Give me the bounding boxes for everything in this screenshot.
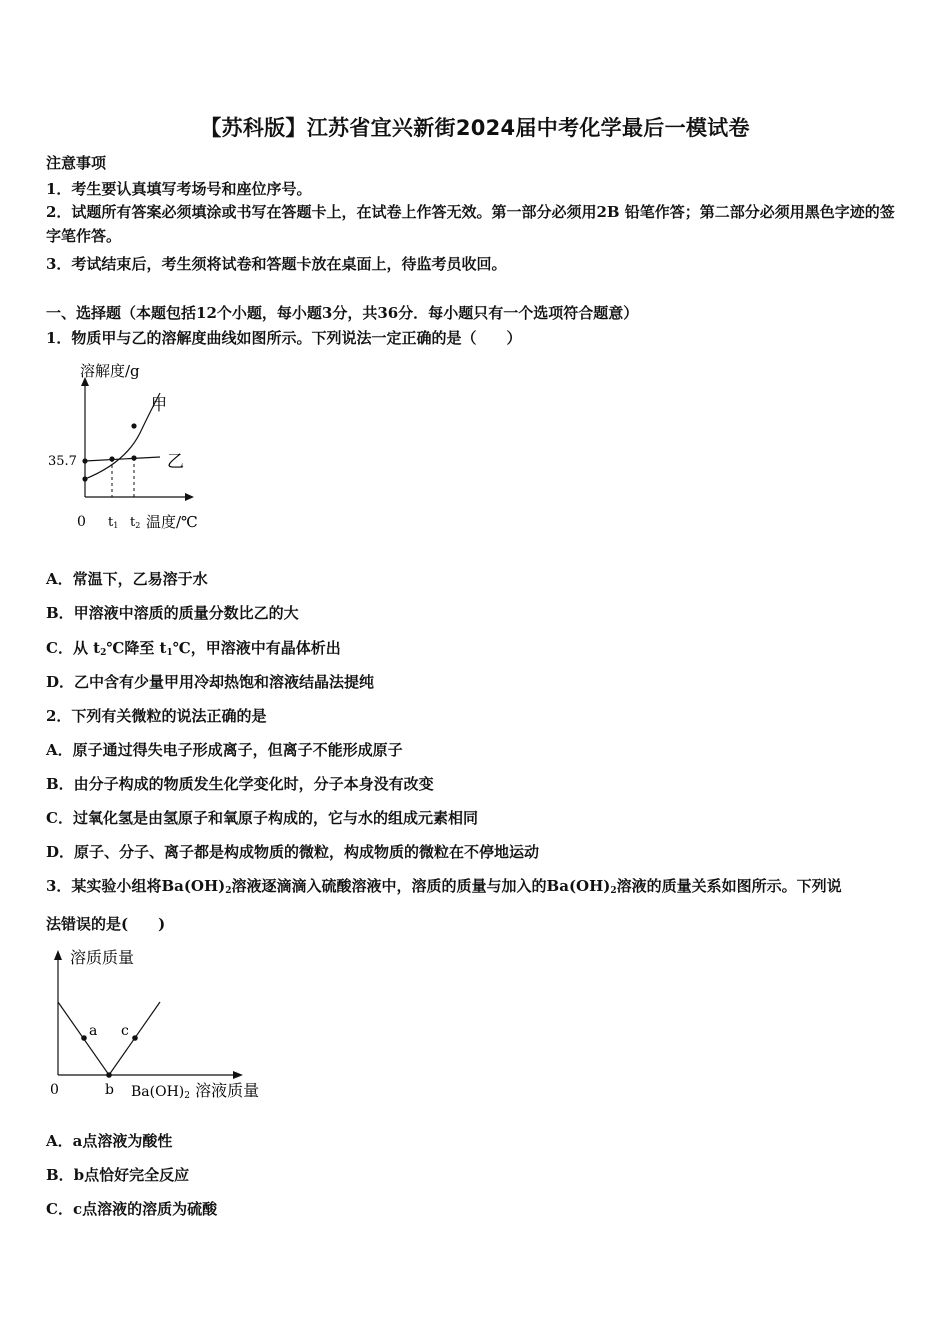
page-title: 【苏科版】江苏省宜兴新街2024届中考化学最后一模试卷: [200, 116, 750, 140]
q1-curve-jia-label: 甲: [151, 395, 168, 414]
q2-option-a: A．原子通过得失电子形成离子，但离子不能形成原子: [46, 741, 403, 759]
svg-text:t1: [108, 515, 118, 530]
point-start-yi: [82, 458, 87, 463]
q2-option-c: C．过氧化氢是由氢原子和氧原子构成的，它与水的组成元素相同: [46, 809, 478, 827]
q3-option-b: B．b点恰好完全反应: [46, 1166, 190, 1184]
curve-jia: [85, 393, 160, 479]
point-intersection: [109, 456, 114, 461]
q1-option-b: B．甲溶液中溶质的质量分数比乙的大: [46, 604, 299, 622]
point-b: [106, 1072, 112, 1078]
q1-xlabel: 温度/℃: [146, 513, 198, 531]
q3-solute-mass-graph: [40, 940, 270, 1105]
notes-item-1: 1．考生要认真填写考场号和座位序号。: [46, 180, 312, 198]
q3-v-curve: [58, 1002, 160, 1075]
q1-curve-yi-label: 乙: [167, 452, 184, 472]
point-t2-jia: [131, 423, 136, 428]
q3-stem: 3．某实验小组将$Ba(OH)_2$溶液逐滴滴入硫酸溶液中，溶质的质量与加入的$Ba(OH)_2$溶液的质量关系如图所示。下列说: [46, 877, 842, 896]
q2-option-d: D．原子、分子、离子都是构成物质的微粒，构成物质的微粒在不停地运动: [46, 843, 540, 861]
notes-item-2: 2．试题所有答案必须填涂或书写在答题卡上，在试卷上作答无效。第一部分必须用2B 铅笔作答；第二部分必须用黑色字迹的签字笔作答。: [46, 203, 895, 245]
q1-solubility-graph: [40, 355, 220, 535]
q1-t2-sub: 2: [135, 521, 141, 530]
q3-ylabel: 溶质质量: [70, 948, 135, 967]
q3-label-b: b: [105, 1082, 114, 1098]
q1-t1-label: t: [108, 515, 114, 530]
q3-stem-line2: 法错误的是( ): [46, 915, 166, 933]
q1-t2-label: t: [130, 515, 136, 530]
q1-t1-sub: 1: [113, 521, 119, 530]
q3-label-c: c: [121, 1023, 129, 1039]
q1-option-d: D．乙中含有少量甲用冷却热饱和溶液结晶法提纯: [46, 673, 375, 691]
point-a: [81, 1035, 87, 1041]
notes-heading: 注意事项: [46, 154, 107, 172]
point-t2-yi: [131, 455, 136, 460]
curve-yi: [85, 457, 160, 461]
q1-option-a: A．常温下，乙易溶于水: [46, 570, 208, 588]
q2-stem: 2．下列有关微粒的说法正确的是: [46, 707, 267, 725]
q1-ytick: 35.7: [48, 454, 77, 469]
q3-label-a: a: [89, 1023, 98, 1039]
notes-item-3: 3．考试结束后，考生须将试卷和答题卡放在桌面上，待监考员收回。: [46, 255, 507, 273]
q1-ylabel: 溶解度/g: [80, 362, 140, 380]
point-c: [132, 1035, 138, 1041]
point-start-jia: [82, 476, 87, 481]
q3-option-a: A．a点溶液为酸性: [46, 1132, 173, 1150]
q1-origin: 0: [77, 514, 86, 530]
q1-stem: 1．物质甲与乙的溶解度曲线如图所示。下列说法一定正确的是（ ）: [46, 329, 522, 347]
section-heading: 一、选择题（本题包括12个小题，每小题3分，共36分．每小题只有一个选项符合题意）: [46, 304, 639, 322]
q3-xlabel: Ba(OH)2 溶液质量: [131, 1081, 260, 1101]
q3-origin: 0: [50, 1082, 59, 1098]
q2-option-b: B．由分子构成的物质发生化学变化时，分子本身没有改变: [46, 775, 434, 793]
q1-option-c: C．从 $t_2℃$降至 $t_1℃$，甲溶液中有晶体析出: [46, 639, 341, 658]
svg-text:t2: [130, 515, 140, 530]
q3-option-c: C．c点溶液的溶质为硫酸: [46, 1200, 218, 1218]
